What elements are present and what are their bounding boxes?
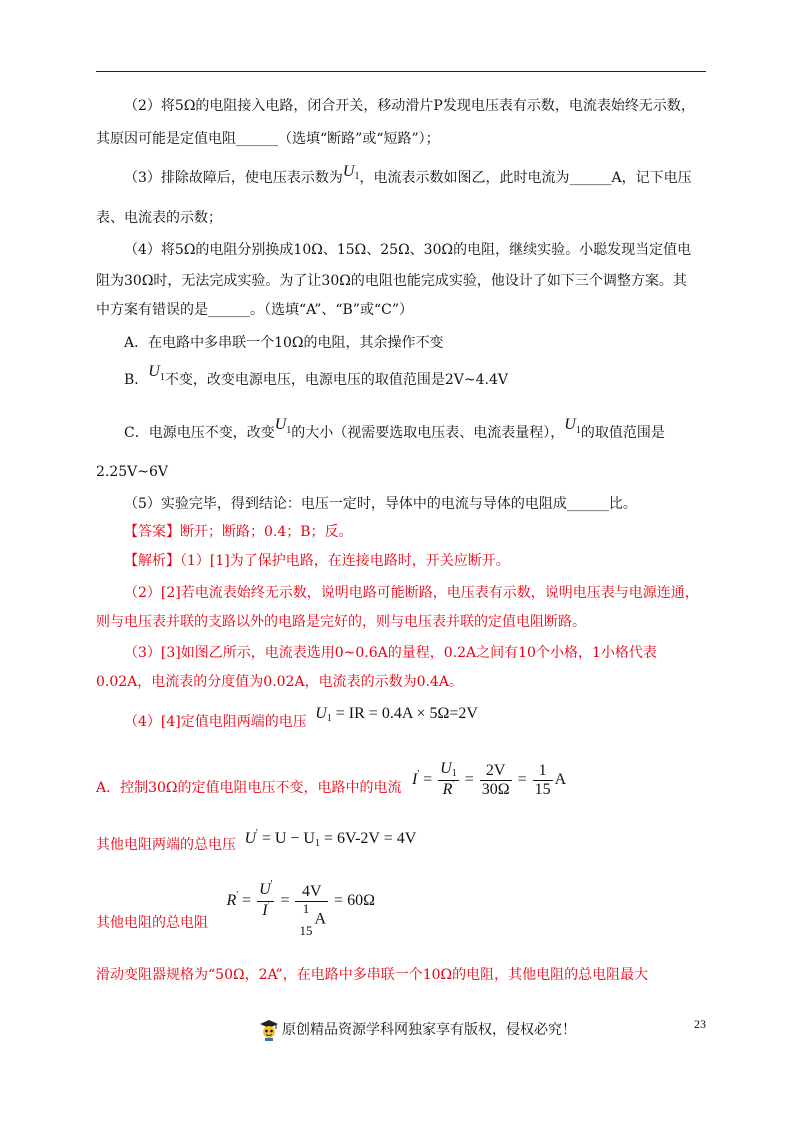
scholar-mascot-icon <box>258 1018 280 1042</box>
analysis-6: （4）[4]定值电阻两端的电压 U1 = IR = 0.4A × 5Ω=2V <box>124 705 478 730</box>
analysis-9: 其他电阻的总电阻 R' = $\frac{U'}{I'}$ = 4V 1 15 A = 60Ω <box>96 879 375 938</box>
analysis-8: 其他电阻两端的总电压 U' = U − U1 = 6V-2V = 4V <box>96 828 417 853</box>
q5-line: （5）实验完毕，得到结论：电压一定时，导体中的电流与导体的电阻成______比。 <box>124 496 637 512</box>
q3-line1: （3）排除故障后，使电压表示数为$U^1$，电流表示数如图乙，此时电流为______A，记下电压 <box>124 163 692 186</box>
footer <box>258 1018 576 1042</box>
analysis-7: A．控制30Ω的定值电阻电压不变，电路中的电流 I' = $\frac{U1}{R'}$ = $\frac{2V}{30\Omega}$ = $\frac{1}{15}$ A <box>96 760 567 798</box>
analysis-2: （2）[2]若电流表始终无示数，说明电路可能断路，电压表有示数，说明电压表与电源连通， <box>124 585 699 601</box>
option-a: A．在电路中多串联一个10Ω的电阻，其余操作不变 <box>124 335 444 351</box>
analysis-3: 则与电压表并联的支路以外的电路是完好的，则与电压表并联的定值电阻断路。 <box>96 614 586 630</box>
answer-tag: 【答案】 <box>124 524 180 540</box>
q4-line3: 中方案有错误的是______。（选填“A”、“B”或“C”） <box>96 302 413 318</box>
q2-line1: （2）将5Ω的电阻接入电路，闭合开关，移动滑片P发现电压表有示数，电流表始终无示数， <box>124 98 695 114</box>
q2-line2: 其原因可能是定值电阻______（选填“断路”或“短路”）； <box>96 131 440 147</box>
q4-line1: （4）将5Ω的电阻分别换成10Ω、15Ω、25Ω、30Ω的电阻，继续实验。小聪发现当定值电 <box>124 242 692 258</box>
option-b: B．$U^1$不变，改变电源电压，电源电压的取值范围是2V~4.4V <box>124 363 508 388</box>
analysis-10: 滑动变阻器规格为“50Ω，2A”，在电路中多串联一个10Ω的电阻，其他电阻的总电阻最大 <box>96 967 649 983</box>
copyright-text: 原创精品资源学科网独家享有版权，侵权必究！ <box>282 1022 576 1038</box>
answer-line: 【答案】断开；断路；0.4；B；反。 <box>124 524 353 540</box>
option-c: C．电源电压不变，改变$U^1$的大小（视需要选取电压表、电流表量程），$U^1$的取值范围是 <box>124 416 665 441</box>
page-number: 23 <box>694 1017 706 1031</box>
analysis-4: （3）[3]如图乙所示，电流表选用0~0.6A的量程，0.2A之间有10个小格，1小格代表 <box>124 645 657 661</box>
q4-line2: 阻为30Ω时，无法完成实验。为了让30Ω的电阻也能完成实验，他设计了如下三个调整方案。其 <box>96 273 687 289</box>
analysis-5: 0.02A，电流表的分度值为0.02A，电流表的示数为0.4A。 <box>96 674 463 690</box>
q3-line2: 表、电流表的示数； <box>96 210 222 226</box>
analysis-1: 【解析】（1）[1]为了保护电路，在连接电路时，开关应断开。 <box>124 553 510 569</box>
option-c-range: 2.25V~6V <box>96 464 169 480</box>
header-rule <box>96 71 706 72</box>
analysis-tag: 【解析】 <box>124 553 180 569</box>
